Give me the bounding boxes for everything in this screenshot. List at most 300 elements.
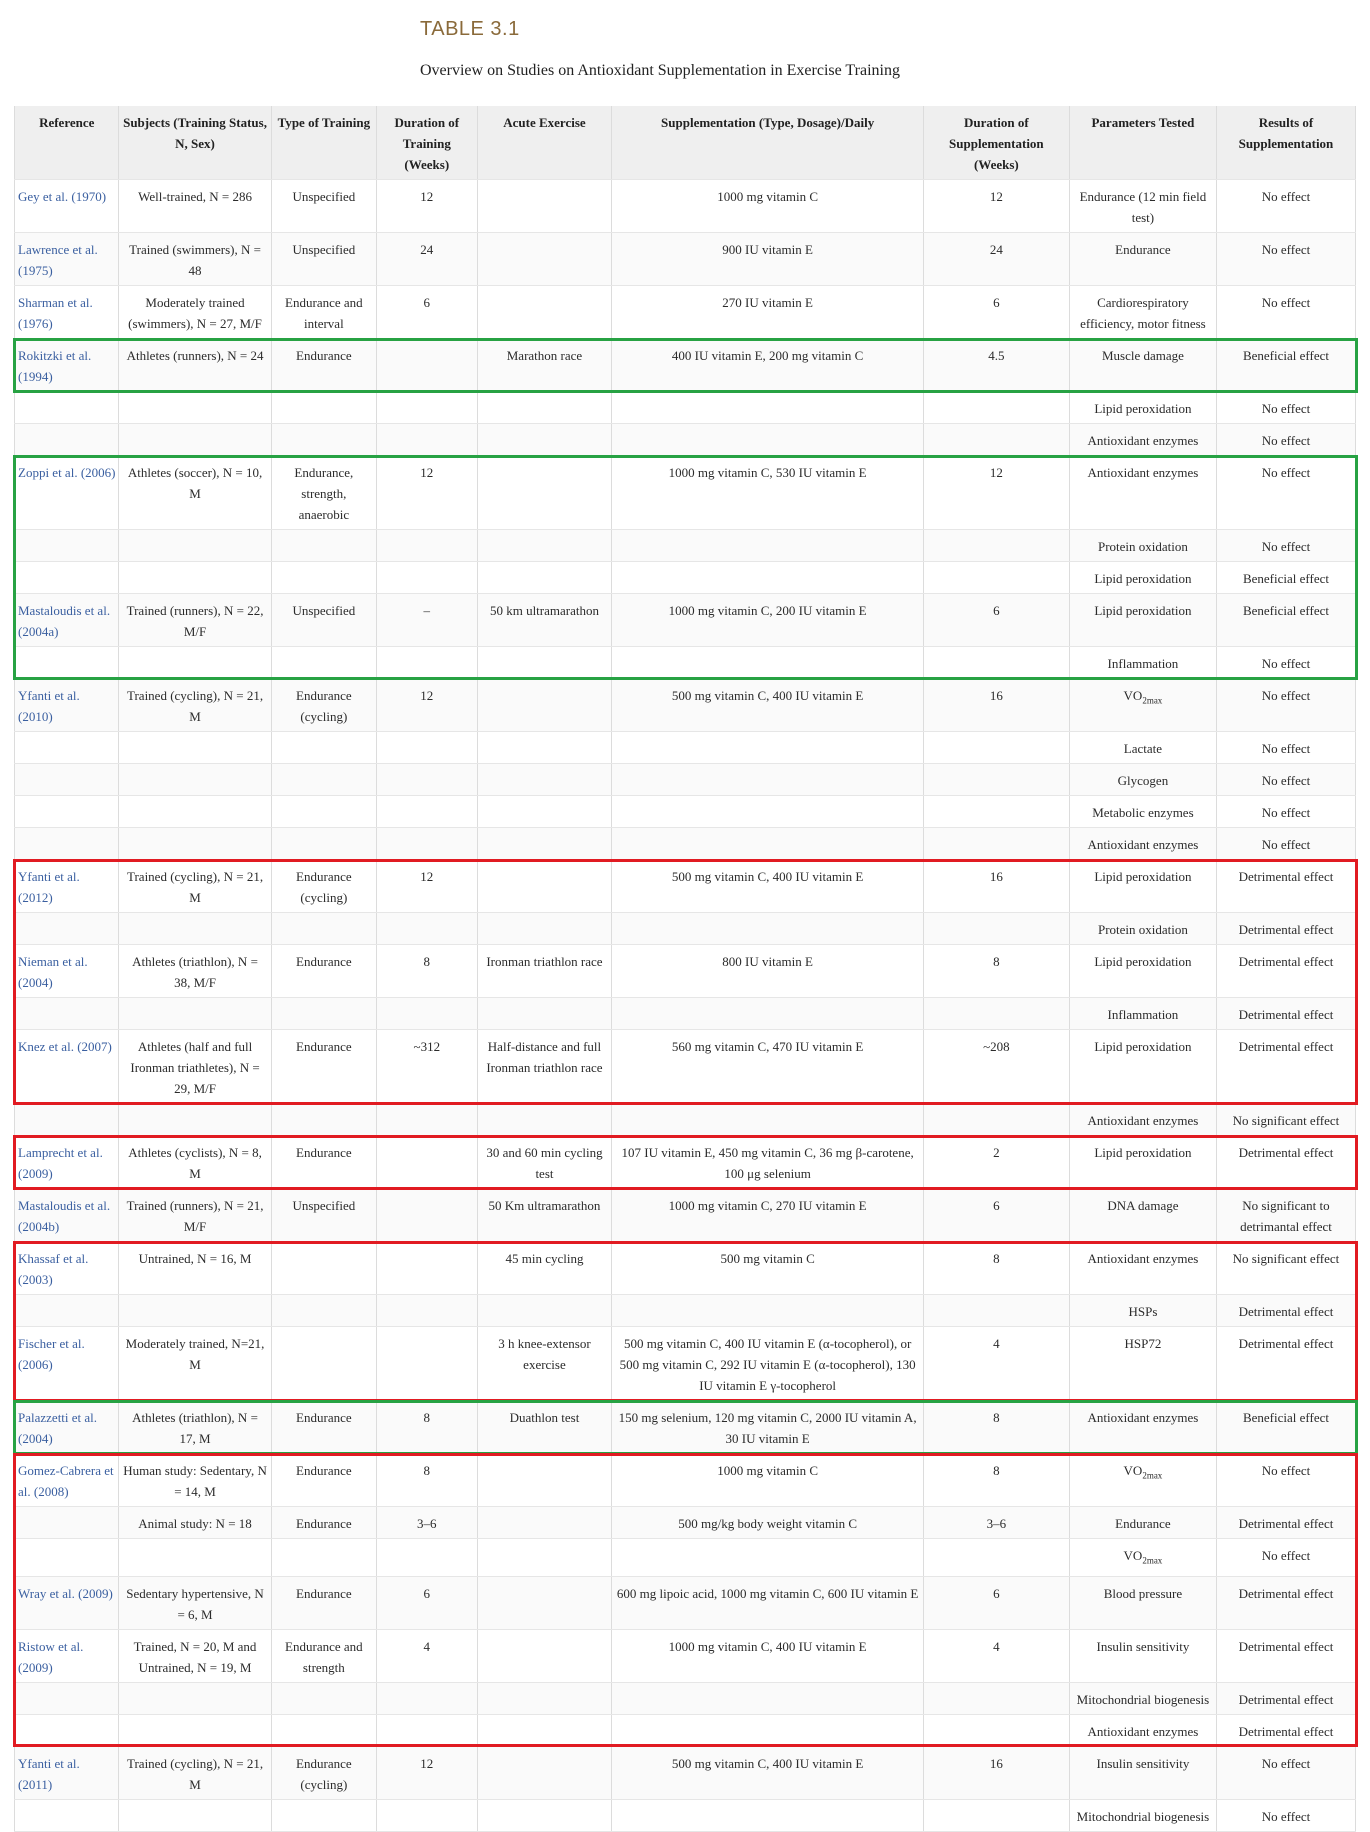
table-cell: Beneficial effect — [1216, 339, 1355, 392]
table-row — [15, 828, 1356, 860]
table-cell — [119, 1104, 271, 1136]
table-cell — [119, 530, 271, 562]
table-cell: Blood pressure — [1069, 1576, 1216, 1629]
table-cell — [477, 424, 612, 456]
table-cell: 6 — [923, 1189, 1069, 1242]
reference-cell — [15, 1682, 119, 1714]
table-row — [15, 1401, 1356, 1454]
table-cell: Antioxidant enzymes — [1069, 828, 1216, 860]
table-label: TABLE 3.1 — [420, 18, 520, 40]
table-row — [15, 1746, 1356, 1799]
table-cell: Lipid peroxidation — [1069, 1030, 1216, 1104]
table-cell: 12 — [377, 456, 477, 530]
table-cell — [271, 530, 376, 562]
table-cell — [271, 732, 376, 764]
table-row — [15, 1629, 1356, 1682]
table-cell: Unspecified — [271, 1189, 376, 1242]
table-cell — [477, 1295, 612, 1327]
reference-cell[interactable]: Lawrence et al. (1975) — [15, 233, 119, 286]
table-cell — [271, 392, 376, 424]
table-cell: 6 — [923, 594, 1069, 647]
table-cell: Trained (runners), N = 21, M/F — [119, 1189, 271, 1242]
table-cell: 12 — [377, 180, 477, 233]
table-cell: 6 — [377, 286, 477, 339]
table-cell: No effect — [1216, 180, 1355, 233]
table-cell — [612, 1295, 923, 1327]
table-cell: Duathlon test — [477, 1401, 612, 1454]
table-cell: 8 — [923, 1454, 1069, 1507]
table-cell: Lipid peroxidation — [1069, 392, 1216, 424]
table-cell: Protein oxidation — [1069, 530, 1216, 562]
table-cell — [612, 796, 923, 828]
reference-cell[interactable]: Yfanti et al. (2012) — [15, 860, 119, 913]
table-cell: 12 — [923, 456, 1069, 530]
table-cell — [119, 1295, 271, 1327]
table-cell: Detrimental effect — [1216, 998, 1355, 1030]
table-cell — [119, 796, 271, 828]
reference-cell[interactable]: Rokitzki et al. (1994) — [15, 339, 119, 392]
table-cell — [477, 1576, 612, 1629]
table-cell: Detrimental effect — [1216, 1136, 1355, 1189]
table-cell: 8 — [923, 945, 1069, 998]
table-row — [15, 392, 1356, 424]
table-cell — [477, 998, 612, 1030]
table-cell: No effect — [1216, 286, 1355, 339]
table-row — [15, 913, 1356, 945]
table-cell: HSP72 — [1069, 1327, 1216, 1401]
reference-cell — [15, 530, 119, 562]
table-cell: 16 — [923, 679, 1069, 732]
table-cell: Athletes (cyclists), N = 8, M — [119, 1136, 271, 1189]
table-cell: No effect — [1216, 796, 1355, 828]
table-cell: No effect — [1216, 1746, 1355, 1799]
table-cell — [477, 1799, 612, 1831]
table-cell — [477, 732, 612, 764]
table-cell: Lactate — [1069, 732, 1216, 764]
table-row — [15, 1104, 1356, 1136]
table-cell — [477, 1539, 612, 1577]
reference-cell — [15, 828, 119, 860]
table-cell — [377, 828, 477, 860]
table-cell: Trained (cycling), N = 21, M — [119, 1746, 271, 1799]
table-cell: Antioxidant enzymes — [1069, 1401, 1216, 1454]
table-cell — [923, 998, 1069, 1030]
table-cell: 8 — [377, 1454, 477, 1507]
table-cell: Insulin sensitivity — [1069, 1629, 1216, 1682]
table-cell: 16 — [923, 1746, 1069, 1799]
table-cell: Trained (cycling), N = 21, M — [119, 860, 271, 913]
table-cell — [477, 913, 612, 945]
table-cell — [477, 392, 612, 424]
reference-cell[interactable]: Fischer et al. (2006) — [15, 1327, 119, 1401]
table-cell: 600 mg lipoic acid, 1000 mg vitamin C, 600 IU vitamin E — [612, 1576, 923, 1629]
table-cell: 1000 mg vitamin C — [612, 1454, 923, 1507]
table-cell — [477, 647, 612, 679]
table-cell: Endurance — [271, 1136, 376, 1189]
table-cell: Endurance and strength — [271, 1629, 376, 1682]
table-cell: – — [377, 594, 477, 647]
reference-cell — [15, 1539, 119, 1577]
table-cell — [119, 1799, 271, 1831]
table-cell: Antioxidant enzymes — [1069, 1714, 1216, 1746]
table-cell — [271, 1799, 376, 1831]
table-cell: 3 h knee-extensor exercise — [477, 1327, 612, 1401]
table-cell — [923, 1539, 1069, 1577]
table-cell — [477, 286, 612, 339]
table-cell — [377, 1104, 477, 1136]
table-cell: 12 — [377, 679, 477, 732]
table-cell — [377, 1714, 477, 1746]
table-cell — [477, 764, 612, 796]
table-cell — [923, 1714, 1069, 1746]
table-row — [15, 860, 1356, 913]
table-cell: Untrained, N = 16, M — [119, 1242, 271, 1295]
table-cell: Athletes (half and full Ironman triathletes), N = 29, M/F — [119, 1030, 271, 1104]
table-cell — [271, 828, 376, 860]
table-cell: No effect — [1216, 732, 1355, 764]
table-cell — [612, 764, 923, 796]
table-cell: Lipid peroxidation — [1069, 860, 1216, 913]
table-cell: Antioxidant enzymes — [1069, 424, 1216, 456]
table-cell: 900 IU vitamin E — [612, 233, 923, 286]
table-cell: 8 — [923, 1401, 1069, 1454]
table-cell — [377, 796, 477, 828]
table-cell: 8 — [923, 1242, 1069, 1295]
table-cell: Endurance — [1069, 233, 1216, 286]
table-cell: Athletes (triathlon), N = 38, M/F — [119, 945, 271, 998]
table-cell — [612, 1539, 923, 1577]
reference-cell[interactable]: Yfanti et al. (2011) — [15, 1746, 119, 1799]
table-cell: No effect — [1216, 1539, 1355, 1577]
table-cell — [271, 796, 376, 828]
reference-cell[interactable]: Nieman et al. (2004) — [15, 945, 119, 998]
table-row — [15, 1295, 1356, 1327]
table-cell: No effect — [1216, 647, 1355, 679]
table-cell: 8 — [377, 1401, 477, 1454]
table-cell — [923, 424, 1069, 456]
table-cell: DNA damage — [1069, 1189, 1216, 1242]
header-cell: Supplementation (Type, Dosage)/Daily — [612, 106, 923, 180]
table-cell: Well-trained, N = 286 — [119, 180, 271, 233]
table-cell — [612, 1714, 923, 1746]
table-cell: Endurance — [271, 339, 376, 392]
table-cell — [477, 530, 612, 562]
table-row — [15, 764, 1356, 796]
table-cell — [377, 913, 477, 945]
table-cell: 4 — [923, 1327, 1069, 1401]
table-cell — [271, 562, 376, 594]
table-cell — [119, 1682, 271, 1714]
reference-cell[interactable]: Yfanti et al. (2010) — [15, 679, 119, 732]
header-cell: Type of Training — [271, 106, 376, 180]
table-cell — [477, 1507, 612, 1539]
table-cell: Beneficial effect — [1216, 562, 1355, 594]
header-cell: Duration of Training (Weeks) — [377, 106, 477, 180]
table-cell — [377, 392, 477, 424]
table-cell — [477, 679, 612, 732]
table-cell: Endurance (cycling) — [271, 1746, 376, 1799]
table-cell: Detrimental effect — [1216, 945, 1355, 998]
table-cell: 12 — [923, 180, 1069, 233]
table-cell — [612, 1682, 923, 1714]
table-cell: No effect — [1216, 1454, 1355, 1507]
table-cell: No effect — [1216, 679, 1355, 732]
table-cell — [271, 1714, 376, 1746]
table-cell — [612, 998, 923, 1030]
table-cell: Detrimental effect — [1216, 913, 1355, 945]
table-cell — [377, 764, 477, 796]
table-row — [15, 286, 1356, 339]
table-cell — [477, 233, 612, 286]
table-cell: No significant to detrimantal effect — [1216, 1189, 1355, 1242]
table-cell: Lipid peroxidation — [1069, 1136, 1216, 1189]
table-cell — [477, 1104, 612, 1136]
reference-cell[interactable]: Lamprecht et al. (2009) — [15, 1136, 119, 1189]
reference-cell[interactable]: Mastaloudis et al. (2004a) — [15, 594, 119, 647]
table-cell — [119, 647, 271, 679]
reference-cell — [15, 392, 119, 424]
reference-cell — [15, 732, 119, 764]
table-cell — [477, 1629, 612, 1682]
table-cell: Metabolic enzymes — [1069, 796, 1216, 828]
table-cell: No effect — [1216, 1799, 1355, 1831]
table-row — [15, 1189, 1356, 1242]
table-cell: Glycogen — [1069, 764, 1216, 796]
table-cell — [923, 732, 1069, 764]
table-cell: 1000 mg vitamin C, 400 IU vitamin E — [612, 1629, 923, 1682]
reference-cell[interactable]: Gey et al. (1970) — [15, 180, 119, 233]
table-cell: Protein oxidation — [1069, 913, 1216, 945]
reference-cell[interactable]: Sharman et al. (1976) — [15, 286, 119, 339]
table-cell: Endurance — [271, 1507, 376, 1539]
table-cell: Endurance — [271, 1454, 376, 1507]
table-cell — [119, 998, 271, 1030]
table-cell: 4 — [923, 1629, 1069, 1682]
table-cell: Detrimental effect — [1216, 1682, 1355, 1714]
table-cell — [612, 828, 923, 860]
table-cell — [119, 1539, 271, 1577]
table-row — [15, 1454, 1356, 1507]
table-cell: Detrimental effect — [1216, 1327, 1355, 1401]
header-cell: Acute Exercise — [477, 106, 612, 180]
table-cell: 500 mg vitamin C, 400 IU vitamin E — [612, 860, 923, 913]
table-cell: Athletes (soccer), N = 10, M — [119, 456, 271, 530]
table-cell: 150 mg selenium, 120 mg vitamin C, 2000 IU vitamin A, 30 IU vitamin E — [612, 1401, 923, 1454]
table-cell: Lipid peroxidation — [1069, 594, 1216, 647]
table-cell — [271, 913, 376, 945]
table-cell: 1000 mg vitamin C — [612, 180, 923, 233]
studies-table — [14, 106, 1356, 1832]
table-cell: No significant effect — [1216, 1104, 1355, 1136]
table-cell: Detrimental effect — [1216, 1576, 1355, 1629]
table-cell: 3–6 — [377, 1507, 477, 1539]
table-caption: Overview on Studies on Antioxidant Supplementation in Exercise Training — [420, 62, 900, 79]
table-cell: No effect — [1216, 828, 1355, 860]
table-cell: Unspecified — [271, 180, 376, 233]
table-cell: 50 Km ultramarathon — [477, 1189, 612, 1242]
table-cell: Lipid peroxidation — [1069, 562, 1216, 594]
table-cell: 2 — [923, 1136, 1069, 1189]
reference-cell[interactable]: Gomez-Cabrera et al. (2008) — [15, 1454, 119, 1507]
table-cell — [923, 530, 1069, 562]
table-cell: No effect — [1216, 764, 1355, 796]
table-cell — [119, 828, 271, 860]
table-cell: Trained, N = 20, M and Untrained, N = 19, M — [119, 1629, 271, 1682]
table-cell — [477, 1454, 612, 1507]
table-cell — [271, 1539, 376, 1577]
reference-cell[interactable]: Wray et al. (2009) — [15, 1576, 119, 1629]
table-cell: ~208 — [923, 1030, 1069, 1104]
table-cell: Detrimental effect — [1216, 1295, 1355, 1327]
table-cell — [377, 1539, 477, 1577]
reference-cell — [15, 1295, 119, 1327]
table-cell: 4 — [377, 1629, 477, 1682]
reference-cell — [15, 647, 119, 679]
table-row — [15, 945, 1356, 998]
reference-cell — [15, 998, 119, 1030]
table-cell: Endurance — [271, 1576, 376, 1629]
table-cell — [923, 1104, 1069, 1136]
table-cell — [377, 998, 477, 1030]
table-cell — [612, 392, 923, 424]
table-row — [15, 562, 1356, 594]
table-cell: Moderately trained (swimmers), N = 27, M/F — [119, 286, 271, 339]
table-row — [15, 796, 1356, 828]
table-cell — [271, 1295, 376, 1327]
table-cell: 270 IU vitamin E — [612, 286, 923, 339]
table-row — [15, 1327, 1356, 1401]
table-cell: No effect — [1216, 456, 1355, 530]
table-row — [15, 1714, 1356, 1746]
table-cell — [923, 764, 1069, 796]
table-cell — [119, 392, 271, 424]
table-cell — [377, 424, 477, 456]
table-row — [15, 679, 1356, 732]
table-cell — [612, 1799, 923, 1831]
table-cell: $VO_{2max}$ — [1069, 1539, 1216, 1577]
table-cell: 24 — [923, 233, 1069, 286]
table-cell — [612, 647, 923, 679]
table-cell: Endurance (12 min field test) — [1069, 180, 1216, 233]
table-cell: No effect — [1216, 392, 1355, 424]
reference-cell — [15, 1104, 119, 1136]
table-cell — [271, 764, 376, 796]
reference-cell[interactable]: Mastaloudis et al. (2004b) — [15, 1189, 119, 1242]
reference-cell — [15, 1799, 119, 1831]
table-cell: Trained (runners), N = 22, M/F — [119, 594, 271, 647]
table-cell: 12 — [377, 860, 477, 913]
table-cell: Endurance and interval — [271, 286, 376, 339]
table-row — [15, 180, 1356, 233]
table-cell — [271, 998, 376, 1030]
table-cell: ~312 — [377, 1030, 477, 1104]
table-cell: 1000 mg vitamin C, 270 IU vitamin E — [612, 1189, 923, 1242]
table-cell: Sedentary hypertensive, N = 6, M — [119, 1576, 271, 1629]
table-cell: 560 mg vitamin C, 470 IU vitamin E — [612, 1030, 923, 1104]
table-cell: $VO_{2max}$ — [1069, 679, 1216, 732]
table-cell: 50 km ultramarathon — [477, 594, 612, 647]
table-row — [15, 456, 1356, 530]
table-cell: Detrimental effect — [1216, 1030, 1355, 1104]
table-cell: 1000 mg vitamin C, 200 IU vitamin E — [612, 594, 923, 647]
table-cell — [923, 828, 1069, 860]
table-cell — [377, 1682, 477, 1714]
reference-cell — [15, 1714, 119, 1746]
reference-cell[interactable]: Zoppi et al. (2006) — [15, 456, 119, 530]
table-cell — [923, 562, 1069, 594]
table-row — [15, 732, 1356, 764]
table-cell — [477, 860, 612, 913]
table-cell: 500 mg vitamin C, 400 IU vitamin E (α-tocopherol), or 500 mg vitamin C, 292 IU vitamin E (α-tocopherol), 130 IU vitamin E γ-tocopherol — [612, 1327, 923, 1401]
table-cell: Cardiorespiratory efficiency, motor fitness — [1069, 286, 1216, 339]
table-cell — [612, 1104, 923, 1136]
table-row — [15, 1030, 1356, 1104]
table-cell: Detrimental effect — [1216, 860, 1355, 913]
table-cell: Detrimental effect — [1216, 1714, 1355, 1746]
table-cell: 6 — [923, 1576, 1069, 1629]
table-cell: 30 and 60 min cycling test — [477, 1136, 612, 1189]
table-cell: No effect — [1216, 530, 1355, 562]
table-cell: Moderately trained, N=21, M — [119, 1327, 271, 1401]
table-cell: Unspecified — [271, 233, 376, 286]
table-cell: Antioxidant enzymes — [1069, 456, 1216, 530]
table-cell: 500 mg/kg body weight vitamin C — [612, 1507, 923, 1539]
table-cell — [612, 913, 923, 945]
table-cell: $VO_{2max}$ — [1069, 1454, 1216, 1507]
table-cell: Endurance — [271, 945, 376, 998]
table-cell — [923, 913, 1069, 945]
reference-cell[interactable]: Palazzetti et al. (2004) — [15, 1401, 119, 1454]
reference-cell[interactable]: Ristow et al. (2009) — [15, 1629, 119, 1682]
table-cell — [477, 180, 612, 233]
header-row — [15, 106, 1356, 180]
table-cell: 24 — [377, 233, 477, 286]
table-cell: 107 IU vitamin E, 450 mg vitamin C, 36 mg β-carotene, 100 μg selenium — [612, 1136, 923, 1189]
table-cell: Endurance — [271, 1401, 376, 1454]
table-row — [15, 424, 1356, 456]
table-cell — [923, 796, 1069, 828]
table-cell: 500 mg vitamin C, 400 IU vitamin E — [612, 679, 923, 732]
table-cell — [119, 764, 271, 796]
table-row — [15, 1507, 1356, 1539]
table-cell — [477, 796, 612, 828]
table-cell: Insulin sensitivity — [1069, 1746, 1216, 1799]
reference-cell[interactable]: Knez et al. (2007) — [15, 1030, 119, 1104]
table-cell — [477, 828, 612, 860]
header-cell: Reference — [15, 106, 119, 180]
reference-cell — [15, 562, 119, 594]
table-cell: 8 — [377, 945, 477, 998]
table-cell: 800 IU vitamin E — [612, 945, 923, 998]
table-cell: Detrimental effect — [1216, 1507, 1355, 1539]
header-cell: Parameters Tested — [1069, 106, 1216, 180]
table-cell: HSPs — [1069, 1295, 1216, 1327]
table-cell: 4.5 — [923, 339, 1069, 392]
table-cell — [271, 1327, 376, 1401]
reference-cell — [15, 796, 119, 828]
reference-cell[interactable]: Khassaf et al. (2003) — [15, 1242, 119, 1295]
table-cell — [923, 647, 1069, 679]
table-cell: 45 min cycling — [477, 1242, 612, 1295]
table-cell — [477, 1682, 612, 1714]
table-cell: Animal study: N = 18 — [119, 1507, 271, 1539]
table-cell — [377, 647, 477, 679]
table-cell: Athletes (runners), N = 24 — [119, 339, 271, 392]
table-cell: Trained (cycling), N = 21, M — [119, 679, 271, 732]
table-cell — [923, 392, 1069, 424]
table-row — [15, 530, 1356, 562]
table-cell: 400 IU vitamin E, 200 mg vitamin C — [612, 339, 923, 392]
